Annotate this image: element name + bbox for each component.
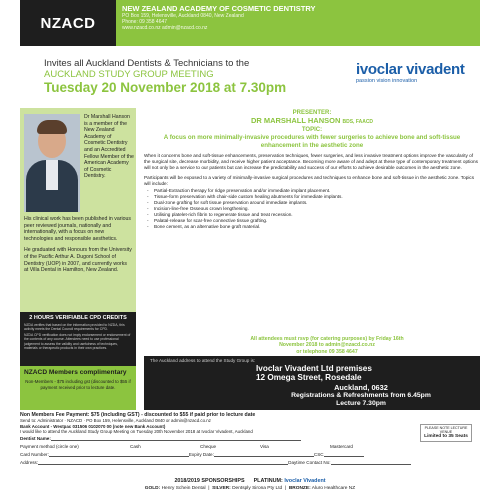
registration-form <box>20 412 480 467</box>
attend-line: I would like to attend the Auckland Study Group Meeting on Tuesday 20th November 2018 at Ivoclar Vivadent, Auckland <box>20 429 253 435</box>
bio-paragraph: His clinical work has been published in various peer reviewed journals, nationally and internationally, with a focus on new technologies and responsible aesthetics. <box>24 216 131 242</box>
payment-row <box>20 443 480 451</box>
bank-note: (note new Bank Account) <box>112 423 166 429</box>
venue-box <box>144 356 480 410</box>
pay-cash-option[interactable]: Cash <box>130 443 141 449</box>
card-number-label: Card Number: <box>20 451 49 457</box>
presenter-photo <box>24 114 80 212</box>
topic-item: - Utilising platelet-rich fibrin to regenerate tissue and treat recession. <box>154 212 480 218</box>
registration-time: Registrations & Refreshments from 6.45pm <box>291 391 431 399</box>
fee-line: Non Members Fee Payment: $75 (including GST) - discounted to $55 if paid prior to lecture date <box>20 412 256 418</box>
venue-name: Ivoclar Vivadent Ltd premises <box>256 364 372 373</box>
topic-label: TOPIC: <box>301 127 323 133</box>
address-label: Address: <box>20 459 39 465</box>
topic-item: - Dual-zone grafting for soft tissue preservation around immediate implants. <box>154 200 480 206</box>
silver-sponsor: Dentsply Sirona Pty Ltd <box>232 486 283 491</box>
cpd-box <box>20 312 136 366</box>
invite-block <box>44 58 344 96</box>
rsvp-notice <box>242 336 412 355</box>
topic-item: - Bone cement, as an alternative bone graft material. <box>154 224 480 230</box>
bio-text <box>24 216 132 279</box>
presenter-label: PRESENTER: <box>292 110 332 116</box>
org-address: PO Box 159, Helensville, Auckland 0840, New Zealand <box>122 13 244 19</box>
cpd-text: NZDA verifies that based on the information provided to NZDA, this activity meets the Dental Council requirements for CPD. <box>24 323 125 332</box>
topic-item: - Palatal-release for scar-free connective tissue grafting. <box>154 218 480 224</box>
sponsors-tiers-row: GOLD: Henry Schein Dental | SILVER: Dentsply Sirona Pty Ltd | BRONZE: Aluro Healthcare NZ <box>144 486 356 491</box>
org-web[interactable]: www.nzacd.co.nz admin@nzacd.co.nz <box>122 25 208 32</box>
topic-item: - Tissue-form preservation with chair-side custom healing abutments for immediate implants. <box>154 194 480 200</box>
dentist-name-row <box>20 435 480 443</box>
bronze-sponsor: Aluro Healthcare NZ <box>311 486 356 491</box>
rsvp-line: All attendees must rsvp (for catering purposes) by Friday 16th <box>250 336 404 342</box>
venue-details <box>256 364 466 409</box>
places-note: PLEASE NOTE LECTURE VENUE <box>424 426 468 435</box>
dentist-name-label: Dentist Name: <box>20 435 51 441</box>
gold-sponsor: Henry Schein Dental <box>161 486 206 491</box>
venue-city: Auckland, 0632 <box>334 382 388 392</box>
sponsors-heading-row <box>20 478 480 485</box>
pay-cheque-option[interactable]: Cheque <box>200 443 217 449</box>
cpd-title: 2 HOURS VERIFIABLE CPD CREDITS <box>29 315 127 321</box>
venue-note: The Auckland address to attend the Study Group is: <box>150 358 256 363</box>
members-title: NZACD Members complimentary <box>24 369 127 376</box>
expiry-field[interactable] <box>214 451 314 457</box>
header <box>20 0 480 46</box>
payment-method-label: Payment method (circle one) <box>20 443 79 449</box>
topics-list <box>144 188 480 230</box>
card-row <box>20 451 480 459</box>
presenter-credentials: BDS, FAACD <box>342 119 374 125</box>
topics-intro: Participants will be exposed to a variety of minimally-invasive surgical procedures and techniques to enhance bone and soft-tissue in the aesthetic zone. Topics will include: <box>144 175 475 187</box>
lecture-time: Lecture 7.30pm <box>336 400 386 408</box>
sponsors-heading: 2018/2019 SPONSORSHIPS <box>174 478 245 484</box>
bank-account: Bank Account - Westpac 031506 0102070 00 <box>20 423 112 429</box>
logo-text: NZACD <box>40 14 96 32</box>
org-name: NEW ZEALAND ACADEMY OF COSMETIC DENTISTRY <box>122 4 316 13</box>
phone-label: Daytime Contact No: <box>288 459 331 465</box>
members-box <box>20 366 136 410</box>
pay-mastercard-option[interactable]: Mastercard <box>330 443 353 449</box>
places-notice <box>420 424 472 442</box>
places-limit: Limited to 35 Seats <box>424 433 468 439</box>
ivoclar-tagline: passion vision innovation <box>356 78 418 84</box>
topic-item: - Partial-Extraction therapy for ridge preservation and/or immediate implant placement. <box>154 188 480 194</box>
presenter-name-text: DR MARSHALL HANSON <box>250 116 341 125</box>
venue-street: 12 Omega Street, Rosedale <box>256 373 362 383</box>
meeting-name: AUCKLAND STUDY GROUP MEETING <box>44 69 214 80</box>
csc-label: CSC <box>313 451 324 457</box>
silver-label: SILVER: <box>212 486 231 491</box>
dentist-name-field[interactable] <box>51 435 301 441</box>
address-row <box>20 459 480 467</box>
bio-side-text: Dr Marshall Hanson is a member of the New Zealand Academy of Cosmetic Dentistry and an Accredited Fellow Member of the American Academy of Cosmetic Dentistry. <box>84 114 134 180</box>
presenter-bio-panel <box>20 108 136 410</box>
members-fee-text: Non-Members - $75 including gst (discounted to $55 if payment received prior to lecture date. <box>25 379 131 390</box>
cpd-text: NZDA CPD verification does not imply endorsement or endorsement of the contents of any course. Attendees need to use professional judgement to assess the validity and usefulness of techniques, materials or therapeutic products in their own practices. <box>24 332 131 351</box>
address-field[interactable] <box>38 459 288 465</box>
nzacd-logo <box>20 0 116 46</box>
card-number-field[interactable] <box>49 451 189 457</box>
csc-field[interactable] <box>324 451 364 457</box>
pay-visa-option[interactable]: Visa <box>260 443 269 449</box>
org-phone: Phone: 09 358 4647 <box>122 19 168 26</box>
gold-label: GOLD: <box>144 486 161 491</box>
ivoclar-logo <box>356 62 466 85</box>
org-info <box>116 0 480 46</box>
platinum-sponsor: Ivoclar Vivadent <box>284 478 326 484</box>
send-line: Send to: Administrator · NZACD · PO Box 159, Helensville, Auckland 0840 or admin@nzacd.co.nz <box>20 418 211 424</box>
flyer-page <box>20 0 480 500</box>
topic-item: - Incision-line-free Osseous crown lengthening. <box>154 206 480 212</box>
topic-title: A focus on more minimally-invasive procedures with fewer surgeries to achieve bone and soft-tissue enhancement in the aesthetic zone <box>163 134 461 149</box>
invite-line: Invites all Auckland Dentists & Technicians to the <box>44 58 250 69</box>
meeting-date: Tuesday 20 November 2018 at 7.30pm <box>44 80 287 95</box>
bronze-label: BRONZE: <box>288 486 311 491</box>
bio-paragraph: He graduated with Honours from the University of the Pacific Arthur A. Dugoni School of Dentistry (UOP) in 2007, and currently works at Villa Dental in Hamilton, New Zealand. <box>24 247 132 274</box>
rsvp-phone: or telephone 09 358 4647 <box>296 348 358 355</box>
intro-paragraph: When it concerns bone and soft-tissue enhancements, preservation techniques, fewer surgeries, and less invasive treatment options improve the vascularity of the surgical site, decrease morbidity, and receive higher patient acceptance. Becoming more aware of and adept at these type of contemporary treatment options will not only be a service to our patients but can increase the predictability and success of our efforts to achieve desirable outcomes in the aesthetic zone. <box>144 153 478 171</box>
ivoclar-name: ivoclar vivadent <box>356 61 465 78</box>
expiry-label: Expiry Date: <box>188 451 214 457</box>
platinum-label: PLATINUM: <box>253 478 283 484</box>
rsvp-email[interactable]: November 2018 to admin@nzacd.co.nz <box>279 342 375 349</box>
presenter-name <box>144 116 480 127</box>
phone-field[interactable] <box>331 459 411 465</box>
presentation-details <box>144 110 480 230</box>
sponsors-block <box>20 478 480 492</box>
